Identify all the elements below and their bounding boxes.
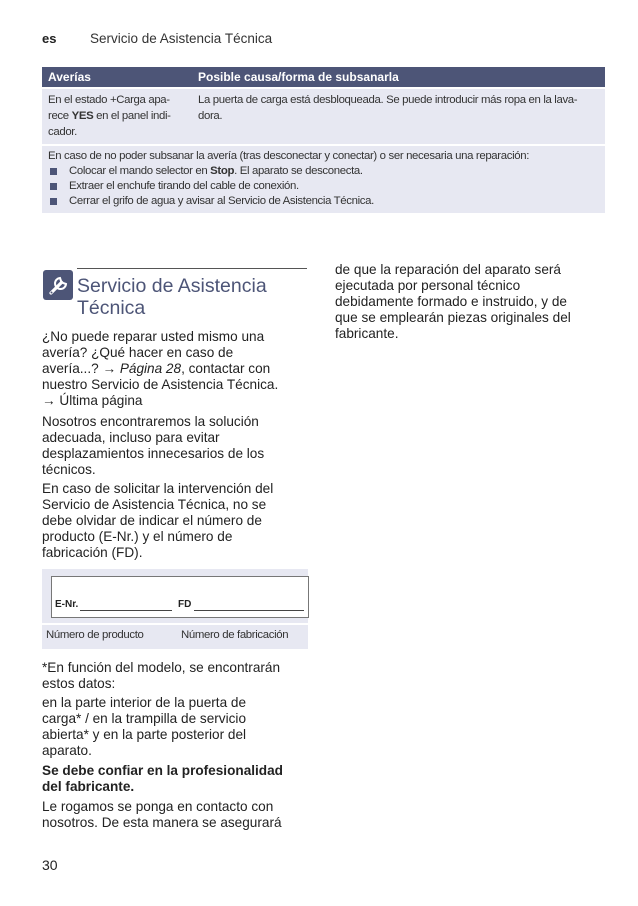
repair-note: [42, 146, 605, 213]
list-item: Colocar el mando selector en Stop. El aparato se desconecta.: [48, 164, 599, 179]
nameplate-caption: [42, 625, 308, 649]
caption-product-number: Número de producto: [46, 629, 144, 641]
paragraph-solution: Nosotros encontraremos la solución adecuada, incluso para evitar desplazamientos innecesarios de los técnicos.: [42, 414, 265, 477]
repair-note-text: En caso de no poder subsanar la avería (tras desconectar y conectar) o ser necesaria una reparación:: [48, 150, 530, 162]
wrench-icon: [43, 270, 73, 300]
bullet-square-icon: [50, 168, 57, 175]
cause-cell: La puerta de carga está desbloqueada. Se puede introducir más ropa en la lava- dora.: [198, 94, 578, 122]
language-code: es: [42, 31, 57, 46]
list-item: Extraer el enchufe tirando del cable de conexión.: [48, 179, 599, 194]
paragraph-continuation: de que la reparación del aparato será ejecutada por personal técnico debidamente formado e instruido, y de que se emplearán piezas originales del fabricante.: [335, 262, 571, 341]
paragraph-contact: Le rogamos se ponga en contacto con nosotros. De esta manera se asegurará: [42, 799, 282, 830]
col-header-cause: Posible causa/forma de subsanarla: [198, 70, 399, 84]
stop-keyword: Stop: [210, 165, 235, 177]
list-item: Cerrar el grifo de agua y avisar al Servicio de Asistencia Técnica.: [48, 194, 599, 209]
fd-label: FD: [178, 599, 192, 610]
table-row: [42, 89, 605, 144]
bullet-square-icon: [50, 183, 57, 190]
running-header-title: Servicio de Asistencia Técnica: [90, 31, 273, 46]
paragraph-intro: ¿No puede reparar usted mismo una avería? ¿Qué hacer en caso de avería...? → Página 28, contactar con nuestro Servicio de Asistencia Técnica. → Última página: [42, 329, 310, 409]
paragraph-model-note: *En función del modelo, se encontrarán estos datos:: [42, 660, 281, 691]
paragraph-request: En caso de solicitar la intervención del Servicio de Asistencia Técnica, no se debe olvidar de indicar el número de producto (E-Nr.) y el número de fabricación (FD).: [42, 481, 274, 560]
page-number: 30: [42, 857, 58, 873]
fd-line: [194, 610, 304, 611]
enr-line: [80, 610, 172, 611]
last-page-reference[interactable]: → Última página: [42, 393, 143, 408]
fault-table: [42, 67, 605, 213]
bullet-square-icon: [50, 198, 57, 205]
paragraph-location: en la parte interior de la puerta de carga* / en la trampilla de servicio abierta* y en la parte posterior del aparato.: [42, 695, 247, 758]
fault-cell: En el estado +Carga apa- rece YES en el panel indi- cador.: [48, 94, 171, 138]
col-header-faults: Averías: [48, 70, 91, 84]
nameplate-illustration: [42, 569, 308, 623]
nameplate-label: [51, 576, 309, 618]
section-title: Servicio de Asistencia Técnica: [77, 275, 267, 319]
arrow-icon: →: [102, 361, 117, 376]
enr-label: E-Nr.: [55, 599, 79, 610]
caption-fabrication-number: Número de fabricación: [181, 629, 289, 641]
section-rule: [77, 268, 307, 269]
paragraph-trust: Se debe confiar en la profesionalidad del fabricante.: [42, 763, 283, 794]
yes-keyword: YES: [71, 110, 94, 122]
page-reference-link[interactable]: Página 28: [119, 361, 182, 376]
fault-table-header: [42, 67, 605, 87]
